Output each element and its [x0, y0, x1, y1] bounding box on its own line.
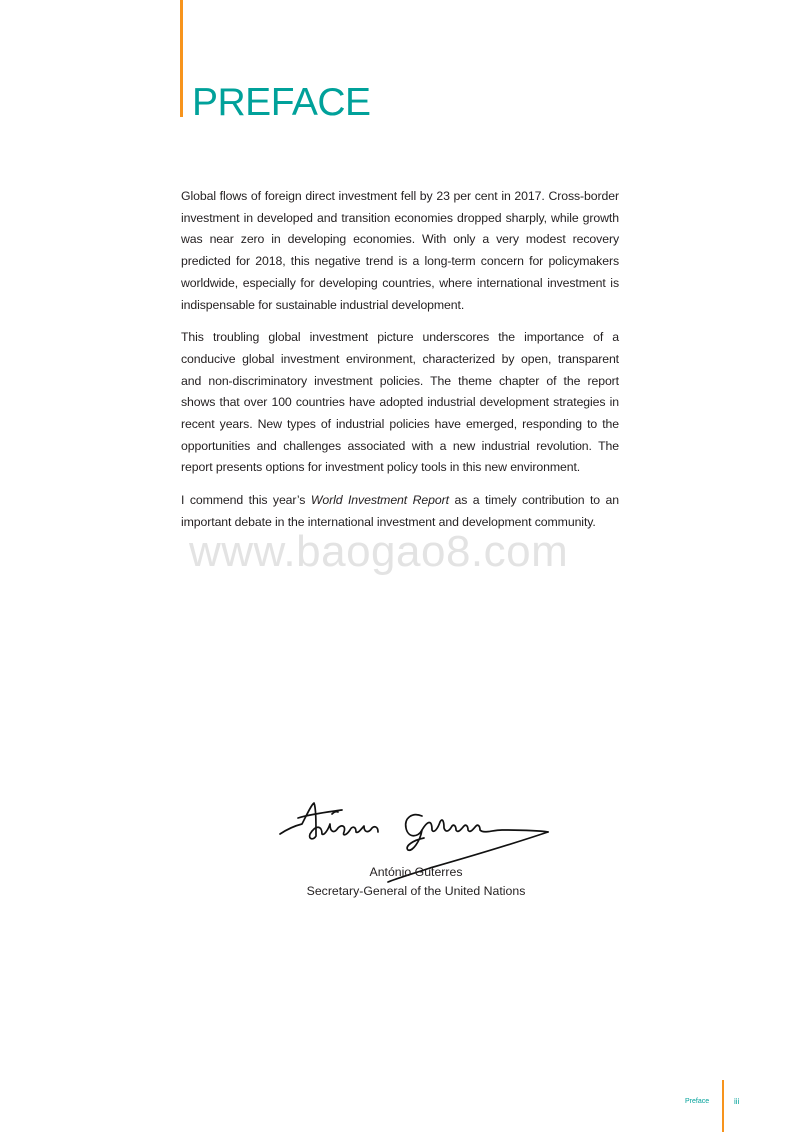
preface-body: [181, 186, 619, 545]
footer-page-number: iii: [734, 1097, 740, 1106]
report-title: World Investment Report: [310, 493, 449, 508]
closing-text-end: as a timely contribution to an important debate in the international investment and development community.: [181, 493, 619, 529]
closing-text-start: I commend this year’s: [181, 493, 311, 508]
signatory-block: [300, 863, 532, 901]
paragraph-2: This troubling global investment picture underscores the importance of a conducive global investment environment, characterized by open, transparent and non-discriminatory investment policies. The theme chapter of the report shows that over 100 countries have adopted industrial development strategies in recent years. New types of industrial policies have emerged, responding to the opportunities and challenges associated with a new industrial revolution. The report presents options for investment policy tools in this new environment.: [181, 330, 619, 475]
signatory-name: António Guterres: [369, 865, 463, 879]
footer-accent-rule: [722, 1080, 724, 1132]
watermark: www.baogao8.com: [189, 527, 569, 576]
paragraph-1: Global flows of foreign direct investment fell by 23 per cent in 2017. Cross-border investment in developed and transition economies dropped sharply, while growth was near zero in developing economies. With only a very modest recovery predicted for 2018, this negative trend is a long-term concern for policymakers worldwide, especially for developing countries, where international investment is indispensable for sustainable industrial development.: [181, 189, 619, 312]
title-accent-rule: [180, 0, 183, 117]
footer-section-label: Preface: [685, 1098, 710, 1105]
page-title: PREFACE: [192, 81, 371, 124]
signatory-position: Secretary-General of the United Nations: [306, 884, 526, 898]
